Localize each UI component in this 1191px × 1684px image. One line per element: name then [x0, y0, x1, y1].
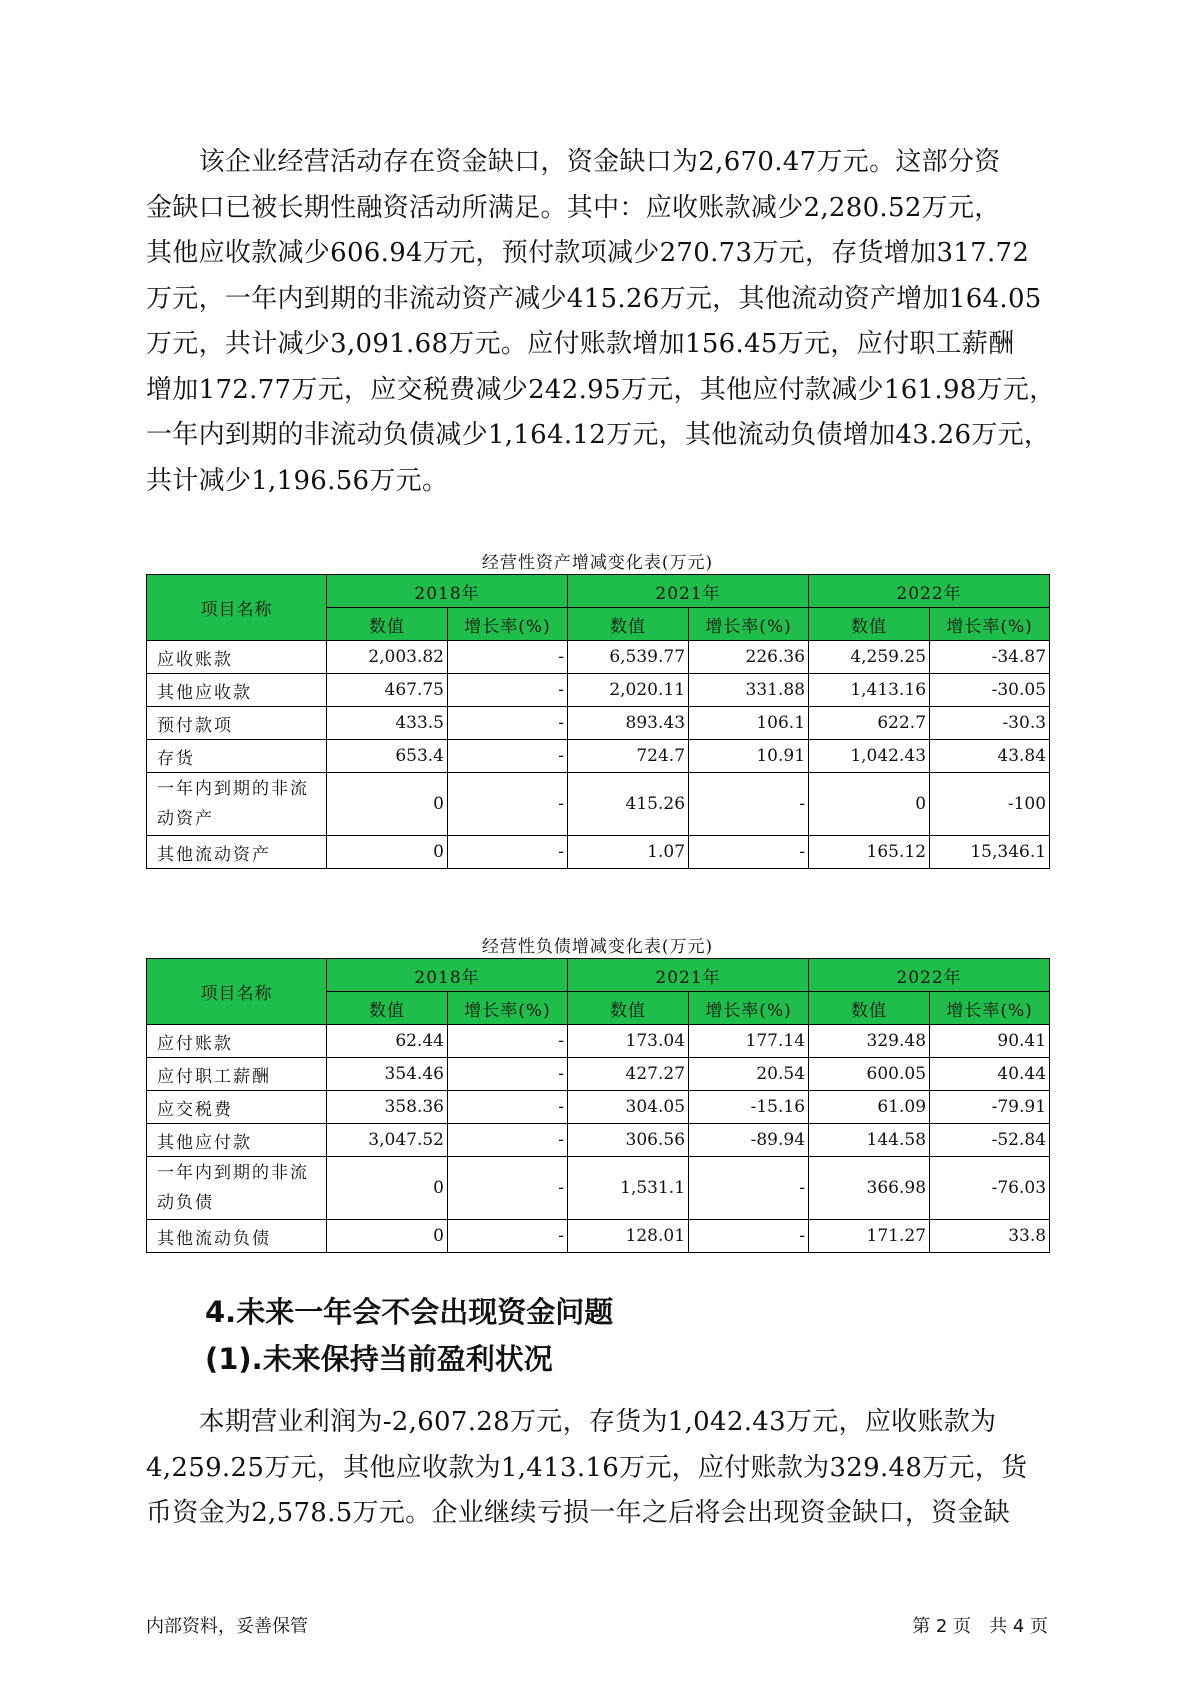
growth-header: 增长率(%) [930, 992, 1050, 1025]
cell: 173.04 [568, 1025, 689, 1058]
paragraph-line: 币资金为2,578.5万元。企业继续亏损一年之后将会出现资金缺口，资金缺 [146, 1498, 1011, 1528]
row-name: 应付职工薪酬 [147, 1058, 327, 1091]
cell: 165.12 [809, 836, 930, 869]
cell: - [448, 1091, 568, 1124]
row-name [147, 1157, 327, 1220]
cell: 40.44 [930, 1058, 1050, 1091]
growth-header: 增长率(%) [689, 992, 809, 1025]
table-row [147, 836, 1050, 869]
intro-paragraph [146, 140, 1056, 504]
cell: - [448, 1124, 568, 1157]
cell: 304.05 [568, 1091, 689, 1124]
cell: 15,346.1 [930, 836, 1050, 869]
table-row [147, 1091, 1050, 1124]
cell: -15.16 [689, 1091, 809, 1124]
year-header: 2022年 [809, 959, 1050, 992]
liabilities-table-caption: 经营性负债增减变化表(万元) [481, 937, 714, 957]
cell: - [448, 1025, 568, 1058]
row-name: 应收账款 [147, 641, 327, 674]
cell: -89.94 [689, 1124, 809, 1157]
cell: - [448, 707, 568, 740]
row-name: 预付款项 [147, 707, 327, 740]
paragraph-line: 共计减少1,196.56万元。 [146, 465, 449, 496]
cell: -79.91 [930, 1091, 1050, 1124]
paragraph-line: 万元，共计减少3,091.68万元。应付账款增加156.45万元，应付职工薪酬 [146, 329, 1015, 359]
assets-table [146, 574, 1050, 869]
year-header: 2021年 [568, 959, 809, 992]
cell: 600.05 [809, 1058, 930, 1091]
cell: 20.54 [689, 1058, 809, 1091]
cell: 1,042.43 [809, 740, 930, 773]
value-header: 数值 [568, 608, 689, 641]
cell: 0 [327, 1157, 448, 1220]
cell: - [689, 836, 809, 869]
table-row [147, 1220, 1050, 1253]
cell: 4,259.25 [809, 641, 930, 674]
cell: 0 [809, 773, 930, 836]
value-header: 数值 [809, 992, 930, 1025]
cell: - [448, 1157, 568, 1220]
growth-header: 增长率(%) [448, 992, 568, 1025]
table-row [147, 1058, 1050, 1091]
cell: 0 [327, 773, 448, 836]
growth-header: 增长率(%) [930, 608, 1050, 641]
table-row [147, 1124, 1050, 1157]
cell: 1,531.1 [568, 1157, 689, 1220]
cell: 171.27 [809, 1220, 930, 1253]
cell: 2,020.11 [568, 674, 689, 707]
paragraph-line: 4,259.25万元，其他应收款为1,413.16万元，应付账款为329.48万元，货 [146, 1452, 1028, 1483]
growth-header: 增长率(%) [689, 608, 809, 641]
cell: 3,047.52 [327, 1124, 448, 1157]
cell: 427.27 [568, 1058, 689, 1091]
row-name: 其他流动资产 [147, 836, 327, 869]
cell: - [448, 836, 568, 869]
cell: 0 [327, 836, 448, 869]
cell: - [689, 1220, 809, 1253]
profit-paragraph [146, 1400, 1049, 1537]
cell: - [448, 641, 568, 674]
cell: 329.48 [809, 1025, 930, 1058]
cell: 10.91 [689, 740, 809, 773]
footer-page-number: 第 2 页 共 4 页 [912, 1616, 1048, 1637]
cell: 177.14 [689, 1025, 809, 1058]
table-row [147, 1157, 1050, 1220]
row-name-line: 一年内到期的非流 [157, 1163, 309, 1183]
paragraph-line: 万元，一年内到期的非流动资产减少415.26万元，其他流动资产增加164.05 [146, 283, 1042, 314]
cell: 415.26 [568, 773, 689, 836]
table-row [147, 707, 1050, 740]
cell: 144.58 [809, 1124, 930, 1157]
liabilities-table [146, 958, 1050, 1253]
cell: 724.7 [568, 740, 689, 773]
item-name-header: 项目名称 [147, 575, 327, 641]
cell: 61.09 [809, 1091, 930, 1124]
subsection-heading: (1).未来保持当前盈利状况 [205, 1342, 553, 1376]
cell: -30.05 [930, 674, 1050, 707]
cell: - [448, 674, 568, 707]
paragraph-line: 该企业经营活动存在资金缺口，资金缺口为2,670.47万元。这部分资 [146, 147, 1001, 177]
paragraph-line: 一年内到期的非流动负债减少1,164.12万元，其他流动负债增加43.26万元， [146, 420, 1051, 450]
row-name: 应付账款 [147, 1025, 327, 1058]
cell: -30.3 [930, 707, 1050, 740]
cell: - [448, 773, 568, 836]
cell: 0 [327, 1220, 448, 1253]
paragraph-line: 金缺口已被长期性融资活动所满足。其中：应收账款减少2,280.52万元， [146, 192, 1001, 223]
value-header: 数值 [568, 992, 689, 1025]
paragraph-line: 其他应收款减少606.94万元，预付款项减少270.73万元，存货增加317.72 [146, 238, 1030, 268]
cell: 43.84 [930, 740, 1050, 773]
table-row [147, 773, 1050, 836]
row-name: 其他流动负债 [147, 1220, 327, 1253]
cell: -100 [930, 773, 1050, 836]
cell: - [448, 740, 568, 773]
cell: 33.8 [930, 1220, 1050, 1253]
cell: - [689, 1157, 809, 1220]
year-header: 2018年 [327, 575, 568, 608]
paragraph-line: 本期营业利润为-2,607.28万元，存货为1,042.43万元，应收账款为 [146, 1407, 997, 1437]
cell: 622.7 [809, 707, 930, 740]
row-name: 其他应付款 [147, 1124, 327, 1157]
row-name: 存货 [147, 740, 327, 773]
cell: 90.41 [930, 1025, 1050, 1058]
value-header: 数值 [327, 608, 448, 641]
year-header: 2021年 [568, 575, 809, 608]
row-name: 应交税费 [147, 1091, 327, 1124]
cell: - [448, 1058, 568, 1091]
cell: 433.5 [327, 707, 448, 740]
cell: 358.36 [327, 1091, 448, 1124]
row-name: 其他应收款 [147, 674, 327, 707]
cell: 366.98 [809, 1157, 930, 1220]
section-heading: 4.未来一年会不会出现资金问题 [205, 1295, 614, 1329]
paragraph-line: 增加172.77万元，应交税费减少242.95万元，其他应付款减少161.98万元， [146, 374, 1056, 405]
cell: 1.07 [568, 836, 689, 869]
row-name-line: 动资产 [157, 809, 214, 829]
table-row [147, 641, 1050, 674]
table-row [147, 1025, 1050, 1058]
cell: -76.03 [930, 1157, 1050, 1220]
row-name-line: 动负债 [157, 1193, 214, 1213]
value-header: 数值 [809, 608, 930, 641]
cell: 6,539.77 [568, 641, 689, 674]
cell: - [448, 1220, 568, 1253]
cell: 2,003.82 [327, 641, 448, 674]
cell: -52.84 [930, 1124, 1050, 1157]
cell: 226.36 [689, 641, 809, 674]
cell: 306.56 [568, 1124, 689, 1157]
growth-header: 增长率(%) [448, 608, 568, 641]
cell: 893.43 [568, 707, 689, 740]
cell: 354.46 [327, 1058, 448, 1091]
item-name-header: 项目名称 [147, 959, 327, 1025]
cell: 331.88 [689, 674, 809, 707]
cell: 128.01 [568, 1220, 689, 1253]
cell: 62.44 [327, 1025, 448, 1058]
table-row [147, 740, 1050, 773]
table-row [147, 674, 1050, 707]
cell: 106.1 [689, 707, 809, 740]
cell: 653.4 [327, 740, 448, 773]
footer-confidential-note: 内部资料，妥善保管 [146, 1616, 308, 1637]
cell: 467.75 [327, 674, 448, 707]
table-header-row [147, 959, 1050, 992]
cell: 1,413.16 [809, 674, 930, 707]
row-name-line: 一年内到期的非流 [157, 779, 309, 799]
table-header-row [147, 575, 1050, 608]
assets-table-caption: 经营性资产增减变化表(万元) [481, 553, 714, 573]
cell: - [689, 773, 809, 836]
year-header: 2022年 [809, 575, 1050, 608]
row-name [147, 773, 327, 836]
year-header: 2018年 [327, 959, 568, 992]
value-header: 数值 [327, 992, 448, 1025]
cell: -34.87 [930, 641, 1050, 674]
